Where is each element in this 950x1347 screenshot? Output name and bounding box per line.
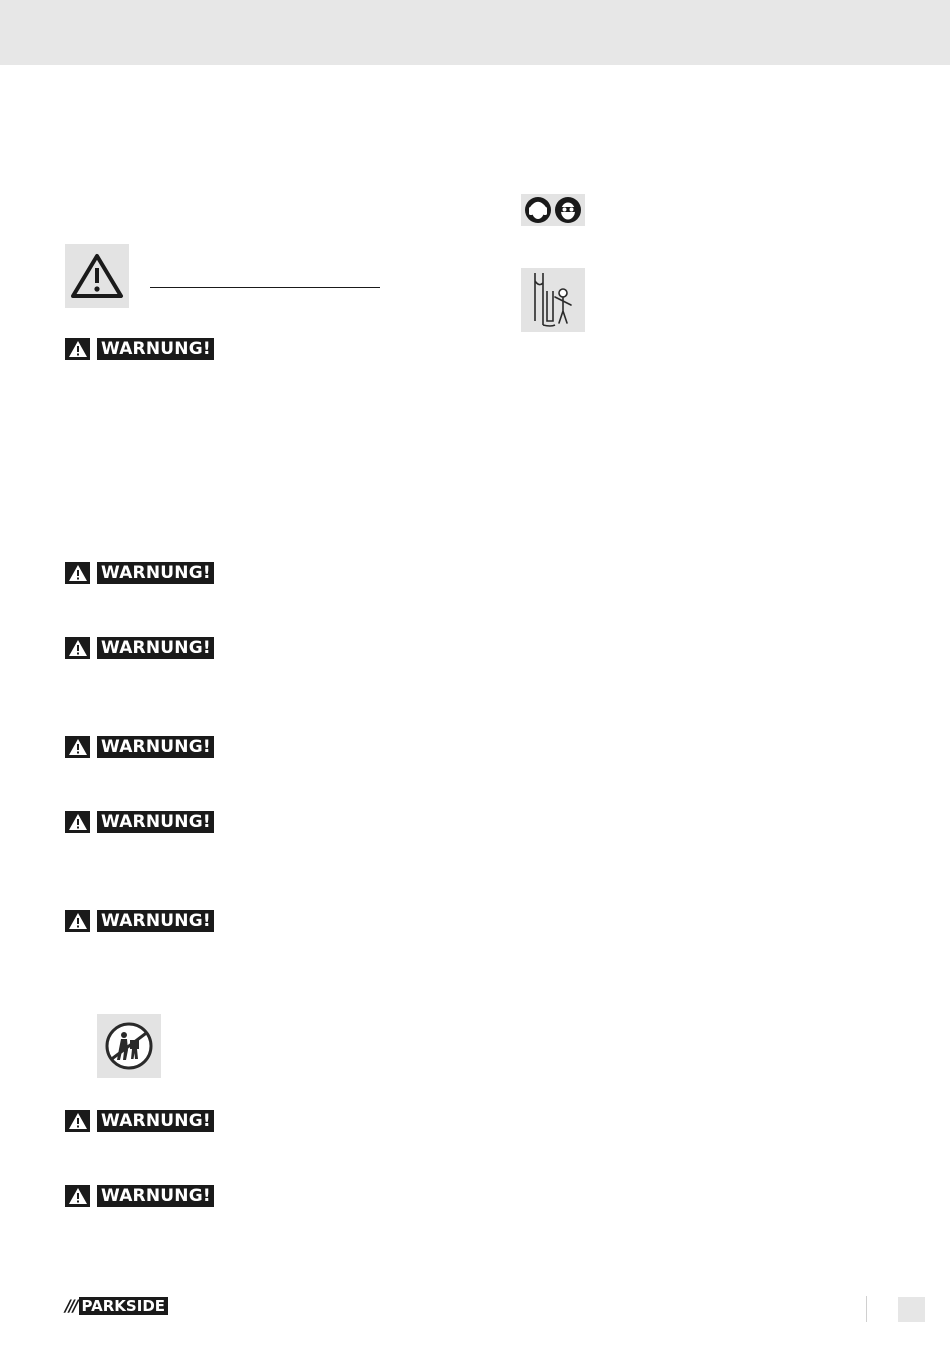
ear-protection-icon xyxy=(524,196,552,224)
warning-word: WARNUNG! xyxy=(97,338,214,360)
brand-name: PARKSIDE xyxy=(79,1297,168,1315)
warning-word: WARNUNG! xyxy=(97,910,214,932)
warning-word: WARNUNG! xyxy=(97,637,214,659)
warning-triangle-icon xyxy=(68,1112,88,1130)
warning-label xyxy=(65,1110,214,1132)
warning-triangle-icon xyxy=(68,738,88,756)
no-bystanders-icon xyxy=(103,1020,155,1072)
header-band xyxy=(0,0,950,65)
warning-word: WARNUNG! xyxy=(97,562,214,584)
warning-label xyxy=(65,637,214,659)
warning-triangle-icon xyxy=(70,252,124,300)
brand-slashes: /// xyxy=(65,1296,77,1315)
warning-word: WARNUNG! xyxy=(97,736,214,758)
warning-label xyxy=(65,736,214,758)
warning-word: WARNUNG! xyxy=(97,811,214,833)
warning-label xyxy=(65,562,214,584)
warning-triangle-icon xyxy=(68,564,88,582)
section-heading-underline xyxy=(150,287,380,288)
warning-word: WARNUNG! xyxy=(97,1185,214,1207)
warning-triangle-icon xyxy=(68,639,88,657)
ppe-pictogram xyxy=(521,194,585,226)
warning-triangle-icon xyxy=(68,340,88,358)
keep-children-away-pictogram xyxy=(521,268,585,332)
page-number-box xyxy=(898,1297,925,1322)
no-bystanders-pictogram xyxy=(97,1014,161,1078)
warning-label xyxy=(65,811,214,833)
warning-label xyxy=(65,1185,214,1207)
keep-children-away-icon xyxy=(527,271,579,329)
footer-divider xyxy=(866,1296,867,1322)
eye-protection-icon xyxy=(554,196,582,224)
warning-word: WARNUNG! xyxy=(97,1110,214,1132)
safety-warning-icon-box xyxy=(65,244,129,308)
warning-triangle-icon xyxy=(68,912,88,930)
brand-logo xyxy=(65,1297,168,1315)
warning-label xyxy=(65,910,214,932)
warning-label xyxy=(65,338,214,360)
warning-triangle-icon xyxy=(68,813,88,831)
warning-triangle-icon xyxy=(68,1187,88,1205)
